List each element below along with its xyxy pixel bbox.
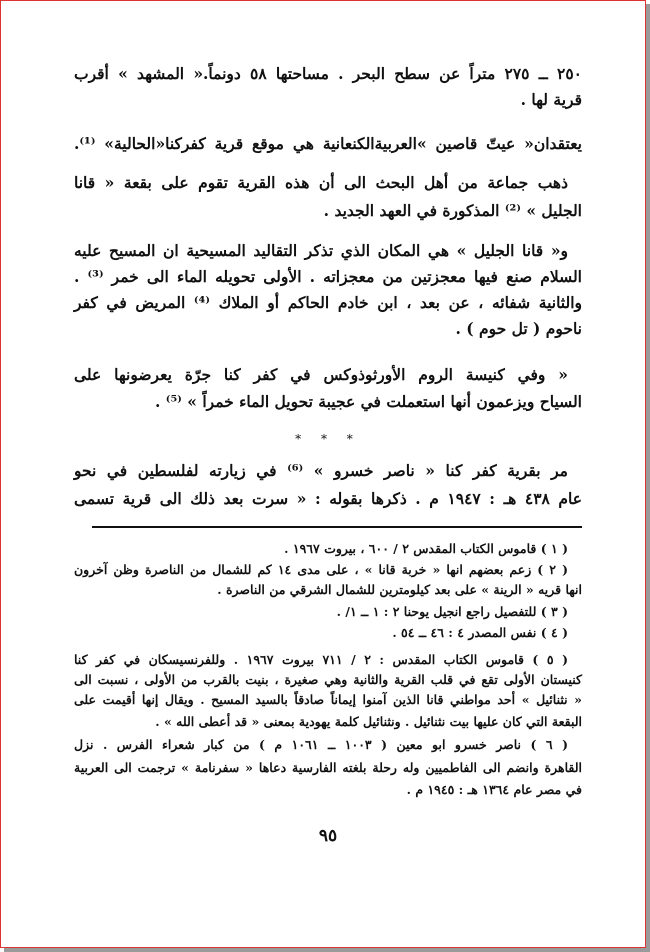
footnote: ( ٢ ) زعم بعضهم انها « خربة قانا » ، على مدى ١٤ كم للشمال من الناصرة وظن آخرون — [74, 562, 568, 577]
text-line: عام ٤٣٨ هـ : ١٩٤٧ م . ذكرها بقوله : « سرت بعد ذلك الى قرية تسمى — [74, 489, 582, 508]
page-number: ٩٥ — [318, 826, 338, 846]
footnote: كنيستان الأولى تقع في قلب القرية والثانية وهي صغيرة ، بنيت بالقرب من الأولى ، نسبت الى — [74, 672, 582, 687]
text-line: مر بقرية كفر كنا « ناصر خسرو » ⁽⁶⁾ في زيارته لفلسطين في نحو — [74, 461, 568, 480]
text-line: والثانية شفائه ، عن بعد ، ابن خادم الحاكم أو الملاك ⁽⁴⁾ المريض في كفر — [74, 293, 582, 312]
text-line: يعتقدان« عيتّ قاصين »العربيةالكنعانية هي موقع قرية كفركنا«الحالية» ⁽¹⁾. — [74, 134, 582, 153]
footnote: ( ٣ ) للتفصيل راجع انجيل يوحنا ٢ : ١ ــ ١/ . — [336, 604, 568, 619]
text-line: السلام صنع فيها معجزتين من معجزاته . الأولى تحويله الماء الى خمر ⁽³⁾ . — [74, 267, 582, 286]
text-line: ناحوم ( تل حوم ) . — [455, 319, 582, 338]
footnote: « نثنائيل » أحد مواطني قانا الذين آمنوا إيماناً صادقاً بالسيد المسيح . ويقال إنها أقيمت على — [74, 692, 582, 707]
book-page — [74, 0, 582, 952]
footnote: ( ٥ ) قاموس الكتاب المقدس : ٢ / ٧١١ بيروت ١٩٦٧ . وللفرنسيسكان في كفر كنا — [74, 652, 568, 667]
footnote: القاهرة وانضم الى الفاطميين وله رحلة بلغته الفارسية دعاها « سفرنامة » ترجمت الى العربية — [74, 760, 582, 775]
footnote: في مصر عام ١٣٦٤ هـ : ١٩٤٥ م . — [406, 782, 582, 797]
text-line: ٢٥٠ ــ ٢٧٥ متراً عن سطح البحر . مساحتها ٥٨ دونماً.« المشهد » أقرب — [74, 64, 583, 83]
footnote: ( ٦ ) ناصر خسرو ابو معين ( ١٠٠٣ ــ ١٠٦١ م ) من كبار شعراء الفرس . نزل — [74, 737, 569, 752]
page-shadow — [646, 4, 650, 952]
text-line: « وفي كنيسة الروم الأورثوذوكس في كفر كنا جرّة يعرضونها على — [74, 365, 568, 384]
section-separator: * * * — [295, 432, 361, 446]
footnote: ( ٤ ) نفس المصدر ٤ : ٤٦ ــ ٥٤ . — [392, 625, 568, 640]
text-line: قرية لها . — [520, 90, 582, 109]
footnote-rule — [92, 526, 582, 528]
text-line: و« قانا الجليل » هي المكان الذي تذكر التقاليد المسيحية ان المسيح عليه — [74, 241, 568, 260]
text-line: الجليل » ⁽²⁾ المذكورة في العهد الجديد . — [323, 201, 582, 220]
footnote: ( ١ ) قاموس الكتاب المقدس ٢ / ٦٠٠ ، بيروت ١٩٦٧ . — [284, 541, 568, 556]
text-line: السياح ويزعمون أنها استعملت في عجيبة تحويل الماء خمراً » ⁽⁵⁾ . — [155, 392, 582, 411]
footnote: البقعة التي كان عليها بيت نثنائيل . ونثنائيل كلمة يهودية بمعنى « قد أعطى الله » . — [155, 714, 582, 729]
text-line: ذهب جماعة من أهل البحث الى أن هذه القرية تقوم على بقعة « قانا — [74, 173, 568, 192]
footnote: انها قريه « الرينة » على بعد كيلومترين للشمال الشرقي من الناصرة . — [217, 582, 582, 597]
